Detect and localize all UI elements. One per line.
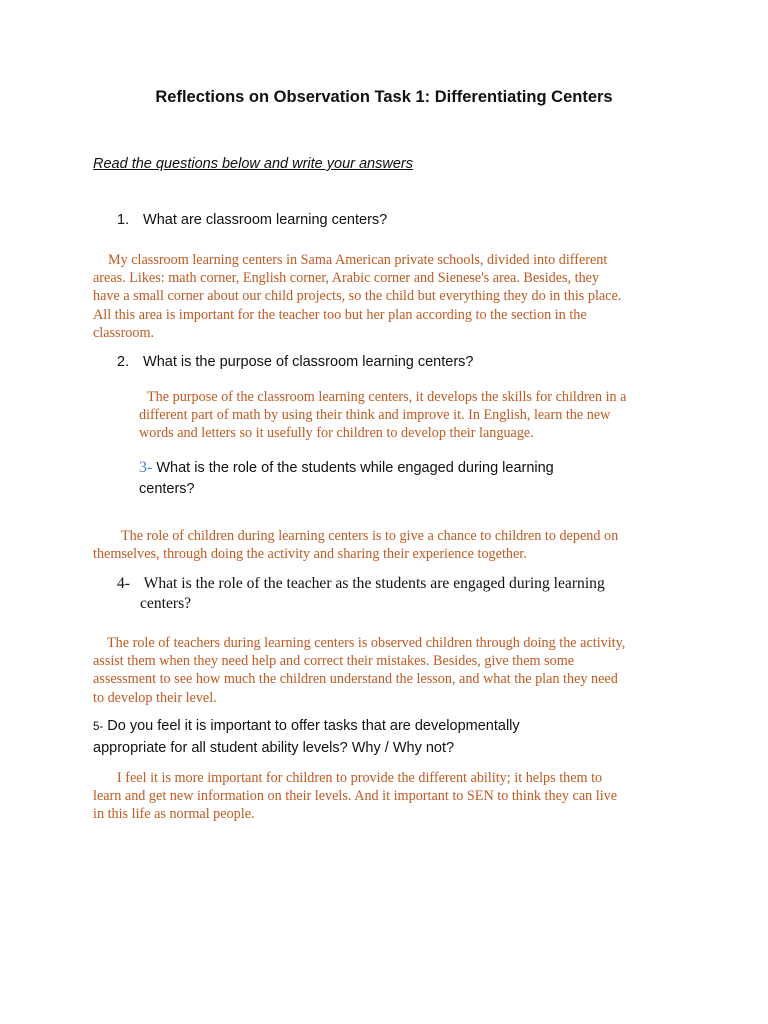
answer-3	[93, 527, 693, 563]
question-4-number: 4-	[117, 575, 130, 592]
answer-4-line: assessment to see how much the children understand the lesson, and what the plan they need	[93, 671, 618, 688]
question-2-number: 2.	[117, 354, 130, 370]
answer-4-line: to develop their level.	[93, 689, 217, 706]
answer-2	[139, 388, 699, 443]
answer-5	[93, 769, 693, 824]
answer-5-line: in this life as normal people.	[93, 806, 255, 823]
question-5-text: appropriate for all student ability levels? Why / Why not?	[93, 740, 455, 756]
question-3-number: 3-	[139, 459, 153, 476]
answer-4	[93, 634, 693, 707]
question-2-text: What is the purpose of classroom learning centers?	[143, 354, 474, 370]
question-2	[117, 352, 473, 373]
question-1-text: What are classroom learning centers?	[143, 212, 388, 228]
question-1-number: 1.	[117, 212, 130, 228]
question-5	[93, 716, 520, 759]
question-4	[117, 574, 605, 613]
question-5-text: Do you feel it is important to offer tasks that are developmentally	[107, 718, 520, 734]
page-title: Reflections on Observation Task 1: Differentiating Centers	[155, 88, 613, 106]
question-4-text: centers?	[140, 594, 192, 612]
question-3-text: What is the role of the students while engaged during learning	[156, 460, 554, 476]
answer-2-line: words and letters so it usefully for children to develop their language.	[139, 425, 534, 442]
answer-1-line: have a small corner about our child projects, so the child but everything they do in this place.	[93, 288, 622, 305]
answer-1-line: areas. Likes: math corner, English corner, Arabic corner and Sienese's area. Besides, they	[93, 270, 600, 287]
answer-4-line: assist them when they need help and correct their mistakes. Besides, give them some	[93, 653, 575, 670]
answer-3-line: The role of children during learning centers is to give a chance to children to depend on	[121, 528, 619, 544]
answer-1-line: classroom.	[93, 324, 155, 341]
instruction-text: Read the questions below and write your answers	[93, 156, 413, 172]
answer-2-line: different part of math by using their think and improve it. In English, learn the new	[139, 407, 611, 424]
answer-4-line: The role of teachers during learning centers is observed children through doing the activity,	[107, 635, 626, 651]
question-1	[117, 210, 387, 231]
question-5-number: 5-	[93, 721, 104, 733]
answer-1-line: All this area is important for the teacher too but her plan according to the section in the	[93, 306, 587, 323]
answer-5-line: learn and get new information on their levels. And it important to SEN to think they can live	[93, 788, 618, 805]
answer-1-line: My classroom learning centers in Sama American private schools, divided into different	[108, 252, 608, 268]
question-3-text: centers?	[139, 481, 195, 497]
answer-1	[93, 251, 693, 342]
answer-3-line: themselves, through doing the activity and sharing their experience together.	[93, 546, 527, 563]
question-3	[139, 457, 554, 500]
answer-2-line: The purpose of the classroom learning centers, it develops the skills for children in a	[147, 389, 627, 405]
answer-5-line: I feel it is more important for children to provide the different ability; it helps them to	[117, 770, 603, 786]
question-4-text: What is the role of the teacher as the students are engaged during learning	[143, 575, 605, 592]
